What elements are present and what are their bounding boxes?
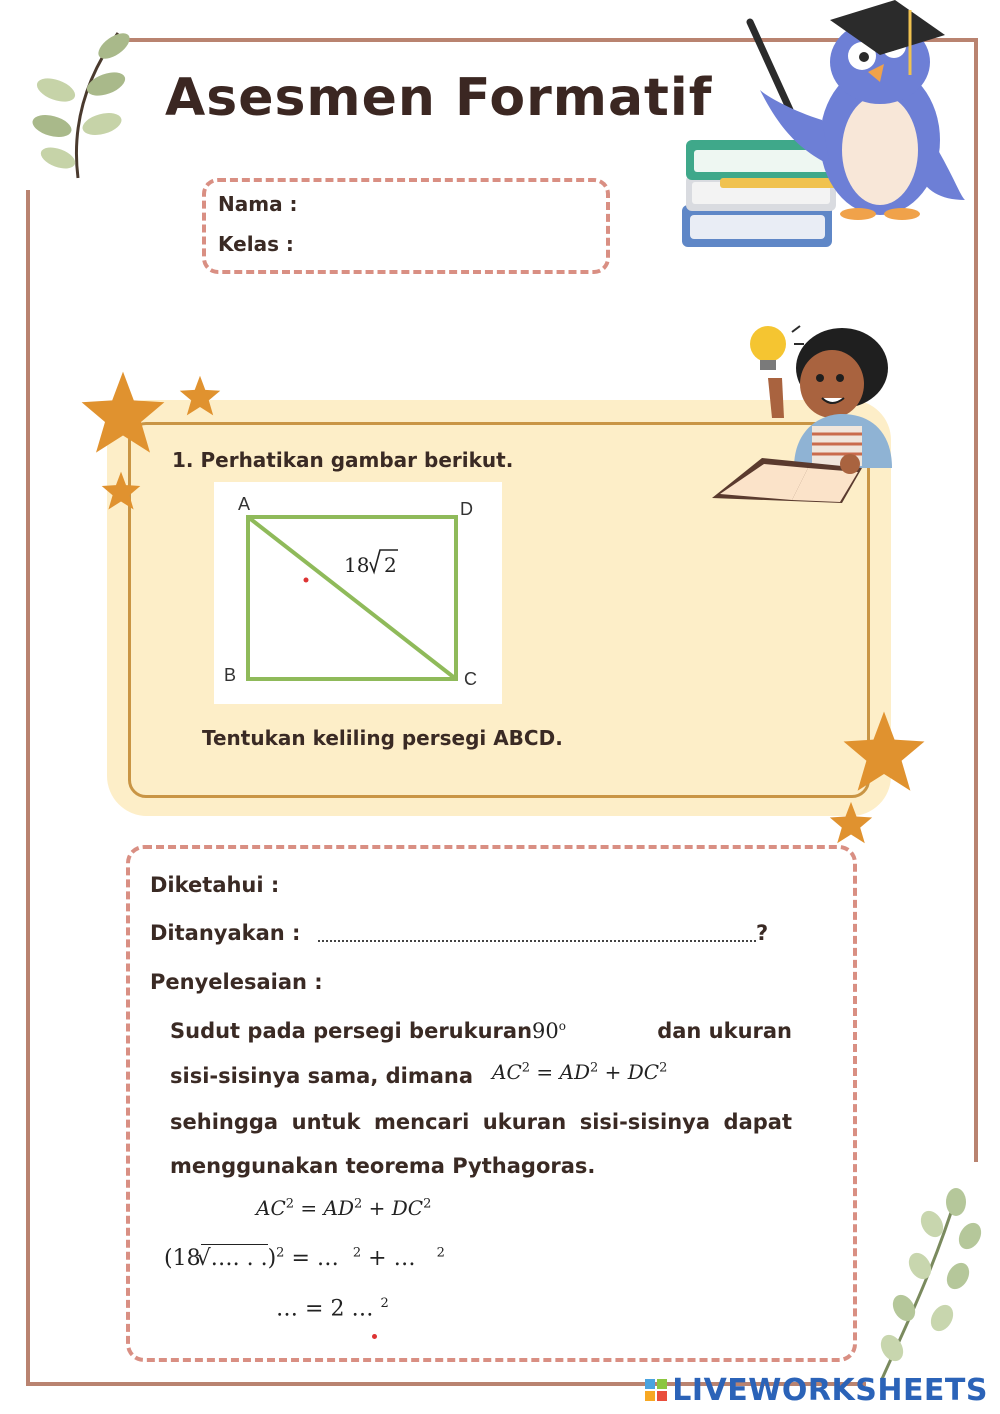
leaf-branch-icon [862,1184,992,1384]
page-title: Asesmen Formatif [165,68,713,128]
pythagoras-formula-inline [492,1060,667,1084]
liveworksheets-logo-icon [644,1378,668,1402]
square-figure [214,482,502,704]
exp: 2 [436,1245,445,1261]
name-label: Nama : [218,192,298,216]
term-ac: AC [492,1060,522,1084]
asked-label: Ditanyakan : [150,921,301,945]
exp: 2 [276,1245,285,1261]
angle-degree: o [558,1019,566,1033]
blank-side-2[interactable]: … [393,1246,416,1271]
step2-radicand-blank[interactable]: …. . . [210,1246,268,1271]
coef-two: 2 [330,1296,345,1322]
equals-sign: = [300,1196,318,1220]
term-dc: DC [391,1196,424,1220]
term-dc: DC [627,1060,660,1084]
term-ad: AD [323,1196,354,1220]
exp: 2 [521,1060,531,1076]
owl-teacher-illustration [680,0,980,265]
frame-left [26,190,30,1386]
asked-blank-line[interactable] [318,940,756,942]
equals-sign: = [291,1246,310,1271]
plus-sign: + [604,1060,622,1084]
identity-box [202,178,610,274]
step2-close: ) [267,1246,277,1271]
exp: 2 [659,1060,668,1076]
equals-sign: = [305,1296,324,1322]
equation-line-3 [276,1296,389,1321]
para-line2-text: sisi-sisinya sama, dimana [170,1064,474,1088]
vertex-c-label: C [464,669,477,689]
known-label: Diketahui : [150,873,280,897]
blank-result[interactable]: … [276,1296,298,1322]
para-line1-end: dan ukuran [657,1019,792,1043]
diagonal-radicand-label: 2 [384,553,397,577]
exp: 2 [285,1196,295,1212]
asked-row [150,921,300,945]
exp: 2 [423,1196,432,1212]
vertex-b-label: B [224,665,237,685]
star-icon-large [78,368,168,458]
diagonal-coef-label: 18 [344,553,370,577]
diagonal-ac [248,517,456,679]
brand-text: LIVEWORKSHEETS [672,1373,988,1408]
star-icon-large [840,708,928,796]
liveworksheets-brand[interactable] [672,1373,988,1408]
equation-line-2: (18√…. . .)$^2$ = … $^2$ + … $^2$ [164,1245,445,1271]
exp: 2 [590,1060,599,1076]
vertex-d-label: D [460,499,473,519]
para-line1-start: Sudut pada persegi berukuran [170,1019,533,1043]
vertex-a-label: A [238,494,251,514]
paragraph-line-4: menggunakan teorema Pythagoras. [170,1154,596,1178]
question-prompt: 1. Perhatikan gambar berikut. [172,448,514,472]
square-diagram [214,482,502,704]
equation-line-1 [256,1196,431,1220]
equals-sign: = [536,1060,554,1084]
exp: 2 [380,1296,389,1311]
term-ac: AC [256,1196,286,1220]
term-ad: AD [559,1060,590,1084]
leaf-branch-icon [18,18,138,188]
blank-side-1[interactable]: … [316,1246,339,1271]
paragraph-line-2 [170,1064,473,1088]
step2-coef: (18 [164,1246,201,1271]
exp: 2 [354,1196,363,1212]
star-icon-small [100,470,142,512]
star-icon-small [178,374,222,418]
marker-dot [304,578,309,583]
plus-sign: + [368,1196,386,1220]
plus-sign: + [368,1246,387,1271]
angle-value: 90 [532,1019,559,1043]
blank-side[interactable]: … [351,1296,374,1322]
girl-reading-illustration [712,318,902,508]
class-label: Kelas : [218,232,294,256]
paragraph-line-3: sehingga untuk mencari ukuran sisi-sisinya dapat [170,1110,792,1134]
star-icon-small [828,800,874,846]
paragraph-line-1 [170,1019,792,1043]
solution-label: Penyelesaian : [150,970,323,994]
marker-dot [372,1334,377,1339]
exp: 2 [352,1245,362,1261]
asked-question-mark: ? [756,921,769,945]
question-instruction: Tentukan keliling persegi ABCD. [202,726,563,750]
